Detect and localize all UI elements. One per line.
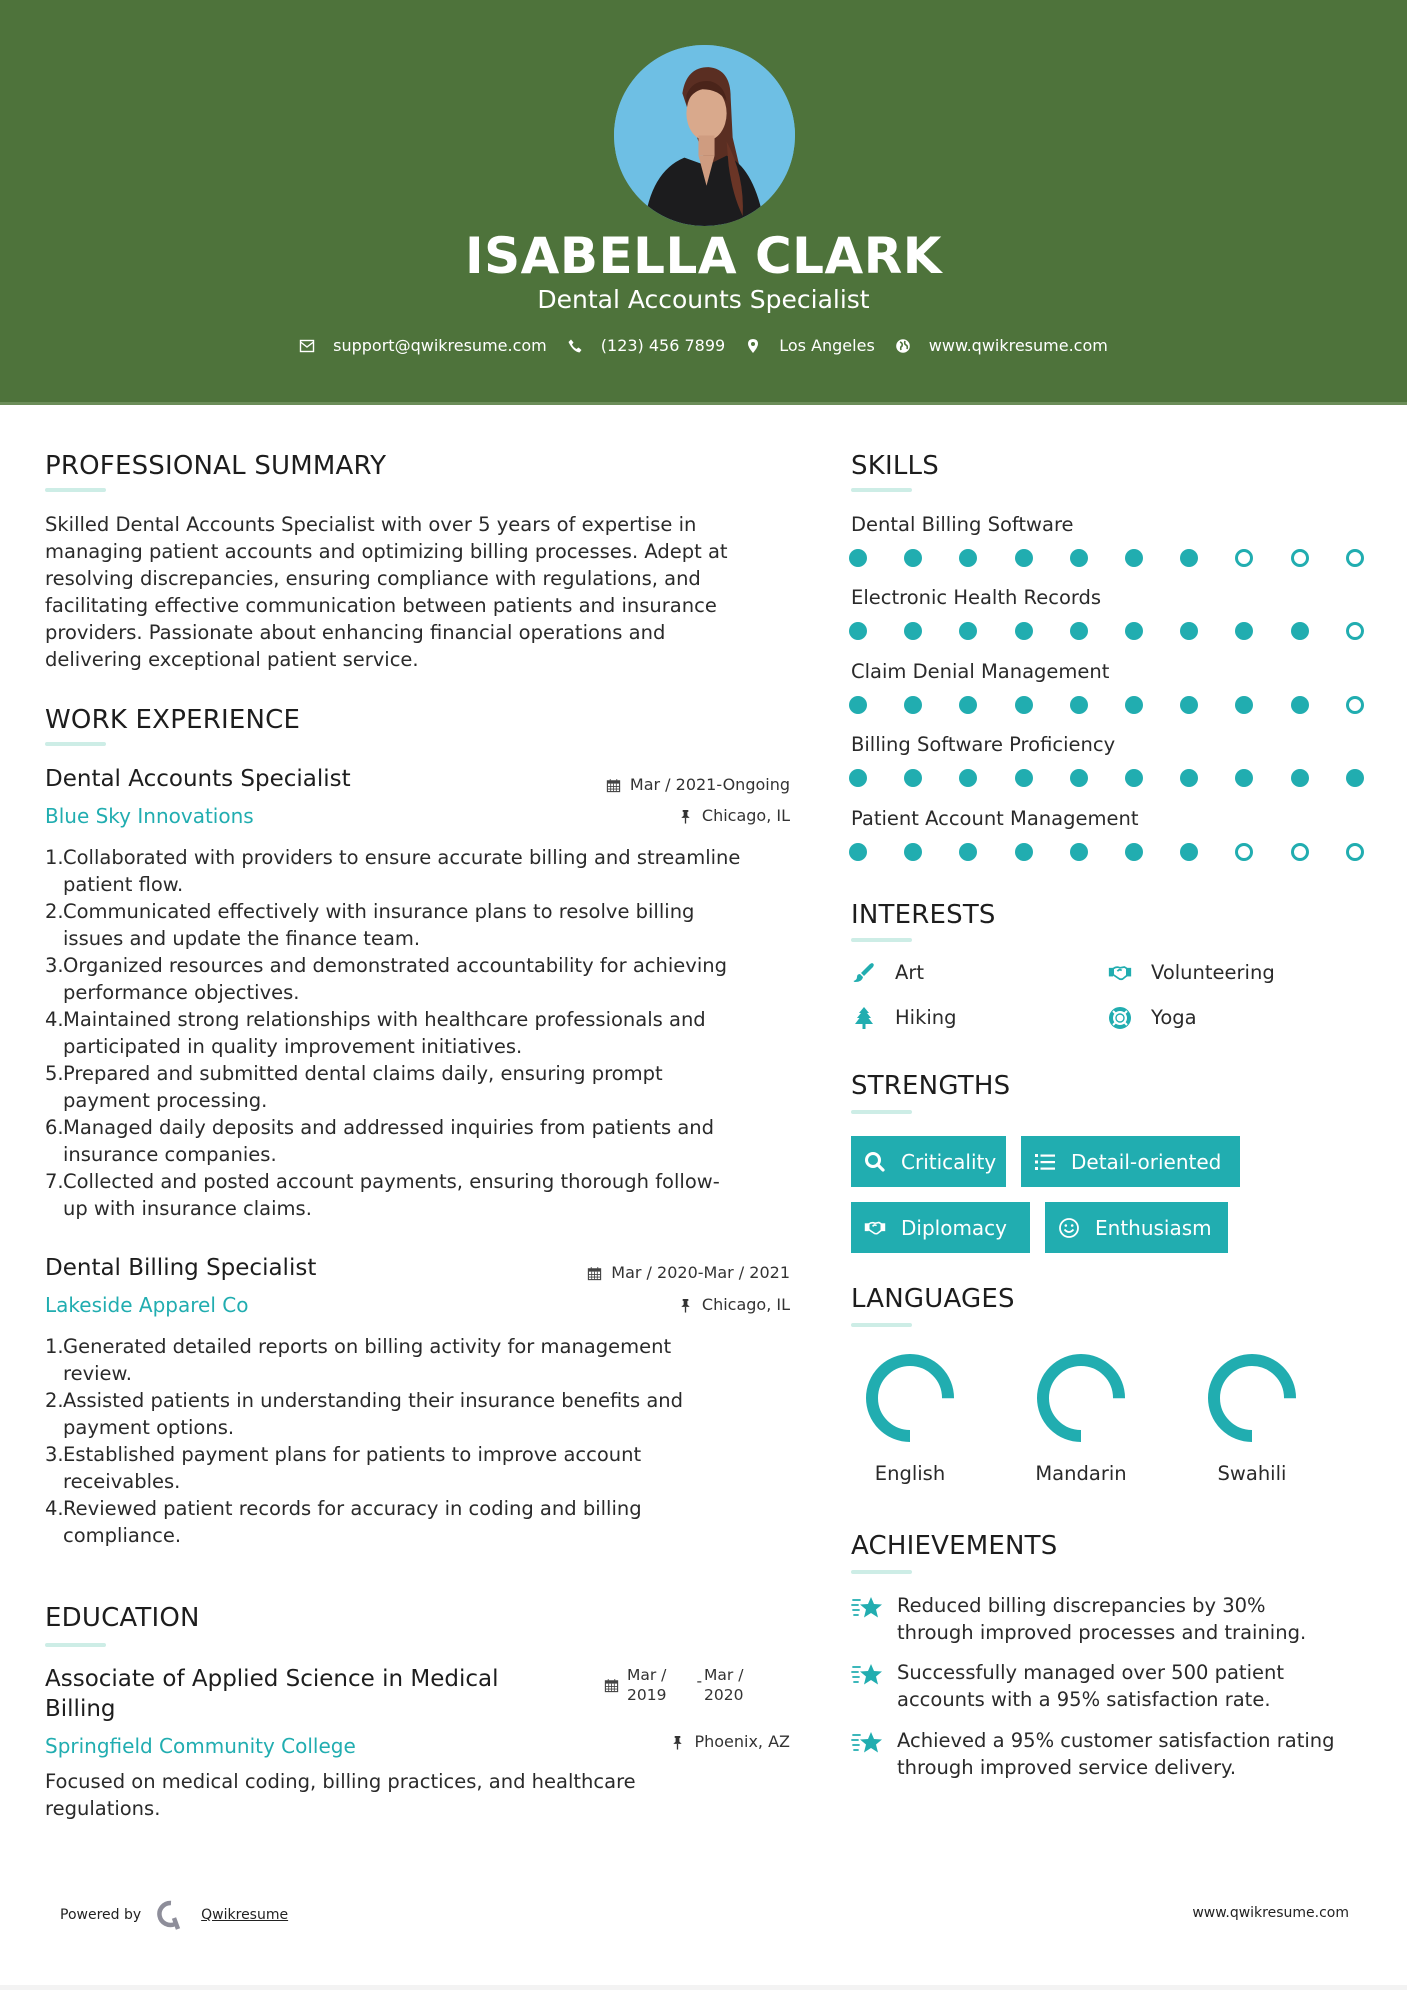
experience-heading: WORK EXPERIENCE <box>45 705 301 735</box>
date-separator: - <box>696 1672 703 1690</box>
profile-photo <box>614 45 795 226</box>
rating-dot-empty <box>1235 843 1253 861</box>
contact-location <box>745 336 875 355</box>
education-underline <box>45 1643 106 1647</box>
summary-line: Skilled Dental Accounts Specialist with over 5 years of expertise in <box>45 513 697 536</box>
shooting-star-icon <box>851 1659 885 1689</box>
education-location-text: Phoenix, AZ <box>694 1732 790 1751</box>
strength-badge: Enthusiasm <box>1045 1202 1228 1253</box>
job-responsibilities <box>45 844 805 1222</box>
language-label: Swahili <box>1217 1462 1287 1485</box>
rating-dot-empty <box>1291 843 1309 861</box>
languages-underline <box>851 1323 912 1327</box>
shooting-star-icon <box>851 1592 885 1622</box>
language-item <box>1192 1352 1312 1485</box>
calendar-icon <box>587 1266 602 1281</box>
contact-phone[interactable] <box>567 336 725 355</box>
rating-dot-filled <box>1070 769 1088 787</box>
rating-dot-filled <box>959 696 977 714</box>
envelope-icon <box>299 338 315 354</box>
header-divider <box>0 402 1407 405</box>
rating-dot-filled <box>904 549 922 567</box>
job-responsibilities <box>45 1333 805 1549</box>
company-name: Blue Sky Innovations <box>45 804 254 828</box>
languages-heading: LANGUAGES <box>851 1284 1015 1314</box>
rating-dot-filled <box>849 622 867 640</box>
job-dates-text: Mar / 2020-Mar / 2021 <box>611 1263 790 1282</box>
contact-email[interactable] <box>299 336 547 355</box>
experience-underline <box>45 742 106 746</box>
rating-dot-empty <box>1346 622 1364 640</box>
achievement-item <box>851 1727 1371 1781</box>
summary-underline <box>45 488 106 492</box>
language-label: English <box>874 1462 946 1485</box>
contact-email-text: support@qwikresume.com <box>333 336 547 355</box>
contact-location-text: Los Angeles <box>779 336 875 355</box>
rating-dot-filled <box>1235 696 1253 714</box>
rating-dot-filled <box>904 696 922 714</box>
summary-line: delivering exceptional patient service. <box>45 648 419 671</box>
skill-rating <box>849 769 1369 789</box>
summary-line: resolving discrepancies, ensuring compliance with regulations, and <box>45 567 701 590</box>
interest-item: Hiking <box>851 1005 957 1031</box>
smile-icon <box>1057 1217 1081 1239</box>
rating-dot-filled <box>1015 622 1033 640</box>
job-title: Dental Accounts Specialist <box>45 766 351 792</box>
rating-dot-filled <box>1180 622 1198 640</box>
achievement-text: Reduced billing discrepancies by 30% through improved processes and training. <box>897 1594 1307 1644</box>
language-item <box>1021 1352 1141 1485</box>
strengths-underline <box>851 1110 912 1114</box>
powered-by-label: Powered by <box>60 1907 142 1923</box>
school-name: Springfield Community College <box>45 1734 356 1758</box>
rating-dot-filled <box>1125 549 1143 567</box>
list-icon <box>1033 1151 1057 1173</box>
education-description: Focused on medical coding, billing practices, and healthcare regulations. <box>45 1770 636 1820</box>
rating-dot-filled <box>1125 622 1143 640</box>
rating-dot-filled <box>1291 769 1309 787</box>
rating-dot-empty <box>1346 843 1364 861</box>
rating-dot-empty <box>1291 549 1309 567</box>
rating-dot-filled <box>849 843 867 861</box>
interests-heading: INTERESTS <box>851 900 996 930</box>
handshake-icon <box>1107 961 1133 985</box>
rating-dot-filled <box>1015 769 1033 787</box>
globe-icon <box>895 338 911 354</box>
paintbrush-icon <box>851 961 877 985</box>
strength-badge: Criticality <box>851 1136 1006 1187</box>
list-item: 3. Organized resources and demonstrated accountability for achieving performance objectives. <box>45 954 727 1004</box>
interests-underline <box>851 938 912 942</box>
summary-line: providers. Passionate about enhancing financial operations and <box>45 621 666 644</box>
rating-dot-filled <box>959 622 977 640</box>
language-label: Mandarin <box>1035 1462 1127 1485</box>
education-end: Mar / 2020 <box>704 1666 744 1704</box>
contact-phone-text: (123) 456 7899 <box>600 336 726 355</box>
pushpin-icon <box>670 1735 685 1750</box>
rating-dot-filled <box>1235 622 1253 640</box>
skill-rating <box>849 622 1369 642</box>
language-progress-ring <box>864 1352 956 1444</box>
rating-dot-filled <box>1235 769 1253 787</box>
interest-item: Yoga <box>1107 1005 1197 1031</box>
rating-dot-filled <box>1070 696 1088 714</box>
search-icon <box>863 1151 887 1173</box>
education-dates <box>604 1665 744 1705</box>
job-dates <box>587 1262 790 1284</box>
skill-label: Patient Account Management <box>851 807 1139 830</box>
skill-rating <box>849 549 1369 569</box>
interest-item: Art <box>851 960 924 986</box>
rating-dot-filled <box>1015 696 1033 714</box>
education-location <box>670 1731 790 1753</box>
life-ring-icon <box>1107 1006 1133 1030</box>
strength-badge: Diplomacy <box>851 1202 1030 1253</box>
page-bottom-edge <box>0 1985 1407 1990</box>
job-dates <box>606 774 790 796</box>
skill-rating <box>849 696 1369 716</box>
calendar-icon <box>604 1678 619 1693</box>
list-item: 1. Collaborated with providers to ensure accurate billing and streamline patient flow. <box>45 846 741 896</box>
rating-dot-filled <box>904 769 922 787</box>
achievement-text: Achieved a 95% customer satisfaction rating through improved service delivery. <box>897 1729 1335 1779</box>
achievement-item <box>851 1659 1371 1713</box>
rating-dot-filled <box>1070 549 1088 567</box>
tree-icon <box>851 1006 877 1030</box>
rating-dot-filled <box>1070 843 1088 861</box>
rating-dot-empty <box>1346 549 1364 567</box>
summary-heading: PROFESSIONAL SUMMARY <box>45 451 387 481</box>
resume-header <box>0 0 1407 404</box>
skill-label: Claim Denial Management <box>851 660 1110 683</box>
job-location <box>678 1294 790 1316</box>
skill-label: Dental Billing Software <box>851 513 1074 536</box>
job-location-text: Chicago, IL <box>701 1295 790 1314</box>
list-item: 3. Established payment plans for patients to improve account receivables. <box>45 1443 642 1493</box>
rating-dot-filled <box>959 843 977 861</box>
job-dates-text: Mar / 2021-Ongoing <box>629 775 790 794</box>
summary-line: managing patient accounts and optimizing billing processes. Adept at <box>45 540 728 563</box>
rating-dot-filled <box>849 549 867 567</box>
skill-rating <box>849 843 1369 863</box>
rating-dot-empty <box>1235 549 1253 567</box>
rating-dot-filled <box>959 549 977 567</box>
shooting-star-icon <box>851 1727 885 1757</box>
phone-icon <box>567 338 583 354</box>
job-location <box>678 805 790 827</box>
contact-bar <box>0 336 1407 355</box>
list-item: 4. Reviewed patient records for accuracy in coding and billing compliance. <box>45 1497 642 1547</box>
candidate-name: ISABELLA CLARK <box>465 227 942 285</box>
footer-website[interactable]: www.qwikresume.com <box>1192 1905 1349 1921</box>
handshake-icon <box>863 1217 887 1239</box>
education-heading: EDUCATION <box>45 1603 200 1633</box>
rating-dot-filled <box>1291 622 1309 640</box>
language-progress-ring <box>1035 1352 1127 1444</box>
contact-website[interactable] <box>895 336 1108 355</box>
rating-dot-filled <box>1291 696 1309 714</box>
rating-dot-empty <box>1346 696 1364 714</box>
skill-label: Billing Software Proficiency <box>851 733 1116 756</box>
person-portrait-icon <box>614 45 795 226</box>
rating-dot-filled <box>849 769 867 787</box>
pushpin-icon <box>678 1298 693 1313</box>
job-title: Dental Billing Specialist <box>45 1255 317 1281</box>
calendar-icon <box>606 778 621 793</box>
contact-website-text: www.qwikresume.com <box>928 336 1108 355</box>
language-item <box>850 1352 970 1485</box>
summary-line: facilitating effective communication between patients and insurance <box>45 594 717 617</box>
job-location-text: Chicago, IL <box>701 806 790 825</box>
strength-badge: Detail-oriented <box>1021 1136 1240 1187</box>
list-item: 7. Collected and posted account payments, ensuring thorough follow- up with insurance claims. <box>45 1170 720 1220</box>
achievements-heading: ACHIEVEMENTS <box>851 1531 1058 1561</box>
rating-dot-filled <box>904 622 922 640</box>
rating-dot-filled <box>1015 549 1033 567</box>
rating-dot-filled <box>849 696 867 714</box>
skill-label: Electronic Health Records <box>851 586 1102 609</box>
summary-text <box>45 511 805 673</box>
rating-dot-filled <box>1180 769 1198 787</box>
qwikresume-logo-icon <box>157 1900 185 1930</box>
rating-dot-filled <box>1015 843 1033 861</box>
qwikresume-link[interactable]: Qwikresume <box>201 1907 289 1923</box>
list-item: 2. Assisted patients in understanding their insurance benefits and payment options. <box>45 1389 684 1439</box>
education-start: Mar / 2019 <box>627 1666 667 1704</box>
list-item: 2. Communicated effectively with insurance plans to resolve billing issues and update the finance team. <box>45 900 695 950</box>
rating-dot-filled <box>959 769 977 787</box>
list-item: 4. Maintained strong relationships with healthcare professionals and participated in quality improvement initiatives. <box>45 1008 706 1058</box>
list-item: 1. Generated detailed reports on billing activity for management review. <box>45 1335 672 1385</box>
language-progress-ring <box>1206 1352 1298 1444</box>
map-marker-icon <box>745 338 761 354</box>
list-item: 6. Managed daily deposits and addressed inquiries from patients and insurance companies. <box>45 1116 715 1166</box>
strengths-heading: STRENGTHS <box>851 1071 1011 1101</box>
rating-dot-filled <box>1070 622 1088 640</box>
rating-dot-filled <box>1125 696 1143 714</box>
achievements-underline <box>851 1570 912 1574</box>
achievement-text: Successfully managed over 500 patient accounts with a 95% satisfaction rate. <box>897 1661 1284 1711</box>
rating-dot-filled <box>1180 843 1198 861</box>
skills-heading: SKILLS <box>851 451 939 481</box>
degree-title: Associate of Applied Science in Medical Billing <box>45 1666 499 1722</box>
skills-underline <box>851 488 912 492</box>
powered-by <box>60 1900 288 1930</box>
pushpin-icon <box>678 809 693 824</box>
achievement-item <box>851 1592 1371 1646</box>
rating-dot-filled <box>1125 769 1143 787</box>
company-name: Lakeside Apparel Co <box>45 1293 249 1317</box>
rating-dot-filled <box>1180 696 1198 714</box>
interest-item: Volunteering <box>1107 960 1275 986</box>
rating-dot-filled <box>1125 843 1143 861</box>
rating-dot-filled <box>904 843 922 861</box>
candidate-title: Dental Accounts Specialist <box>537 285 870 314</box>
rating-dot-filled <box>1346 769 1364 787</box>
rating-dot-filled <box>1180 549 1198 567</box>
list-item: 5. Prepared and submitted dental claims daily, ensuring prompt payment processing. <box>45 1062 663 1112</box>
